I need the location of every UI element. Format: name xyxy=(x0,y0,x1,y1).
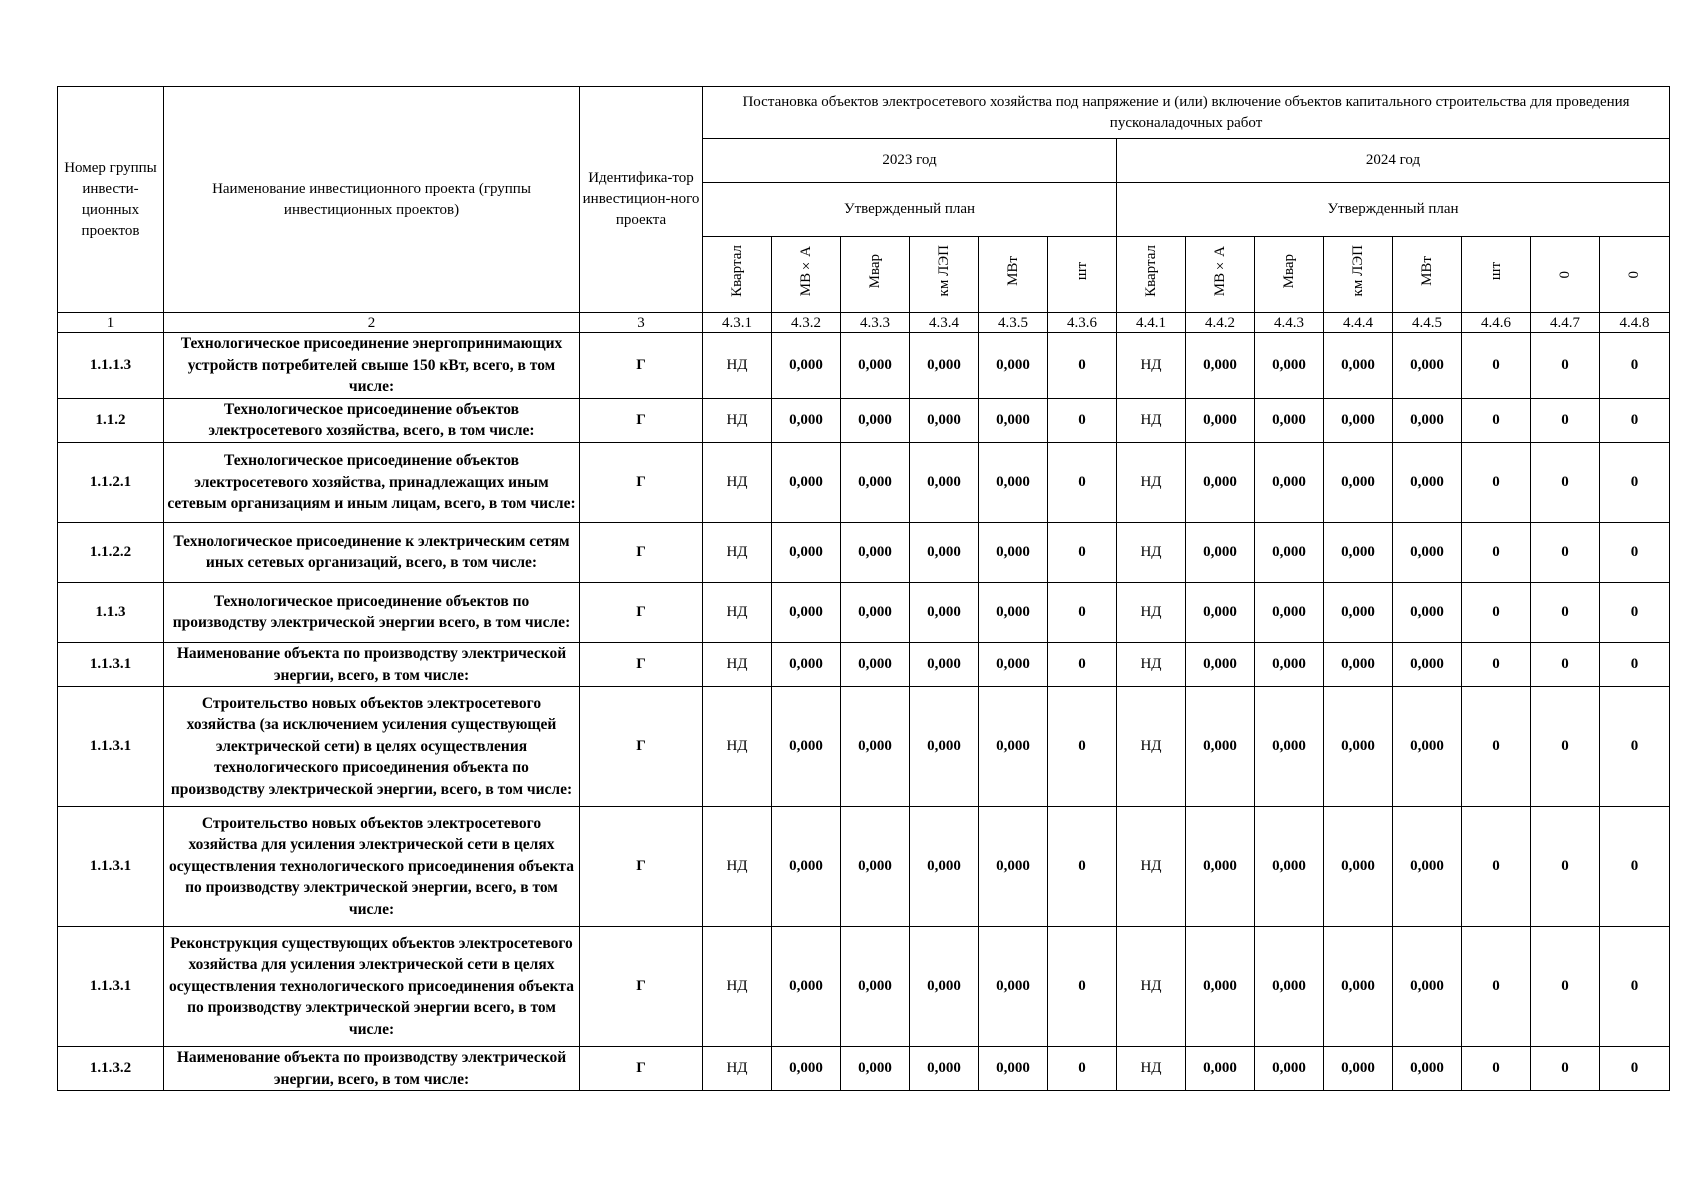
value-cell: 0,000 xyxy=(772,582,841,642)
value-cell: 0,000 xyxy=(841,333,910,399)
value-cell: 0,000 xyxy=(772,522,841,582)
header-project-name: Наименование инвестиционного проекта (группы инвестиционных проектов) xyxy=(164,87,580,313)
column-number: 4.3.6 xyxy=(1048,313,1117,333)
project-name-cell: Технологическое присоединение к электрическим сетям иных сетевых организаций, всего, в том числе: xyxy=(164,522,580,582)
value-cell: 0 xyxy=(1462,1047,1531,1091)
value-cell: 0,000 xyxy=(1393,927,1462,1047)
table-row xyxy=(58,687,1670,807)
project-name-cell: Наименование объекта по производству электрической энергии, всего, в том числе: xyxy=(164,642,580,686)
unit-header xyxy=(1048,237,1117,313)
value-cell: 0,000 xyxy=(1186,927,1255,1047)
value-cell: 0,000 xyxy=(1393,522,1462,582)
value-cell: НД xyxy=(703,687,772,807)
table-row xyxy=(58,1047,1670,1091)
value-cell: НД xyxy=(703,927,772,1047)
value-cell: 0,000 xyxy=(1324,398,1393,442)
value-cell: 0,000 xyxy=(1255,687,1324,807)
value-cell: 0,000 xyxy=(841,522,910,582)
group-number-cell: 1.1.3.1 xyxy=(58,927,164,1047)
value-cell: НД xyxy=(1117,398,1186,442)
value-cell: 0,000 xyxy=(1255,398,1324,442)
value-cell: 0,000 xyxy=(1255,642,1324,686)
unit-header xyxy=(979,237,1048,313)
value-cell: 0 xyxy=(1600,687,1670,807)
value-cell: НД xyxy=(703,522,772,582)
unit-header-label: Мвар xyxy=(866,253,883,289)
value-cell: 0 xyxy=(1600,333,1670,399)
value-cell: НД xyxy=(703,807,772,927)
value-cell: 0 xyxy=(1048,333,1117,399)
unit-header-label: Квартал xyxy=(1142,245,1159,297)
table-row xyxy=(58,807,1670,927)
value-cell: НД xyxy=(703,582,772,642)
value-cell: 0,000 xyxy=(910,642,979,686)
column-number: 4.4.6 xyxy=(1462,313,1531,333)
value-cell: 0 xyxy=(1462,442,1531,522)
unit-header xyxy=(1531,237,1600,313)
unit-header-label: 0 xyxy=(1556,270,1573,278)
identifier-cell: Г xyxy=(580,1047,703,1091)
value-cell: 0,000 xyxy=(1255,582,1324,642)
value-cell: 0,000 xyxy=(841,442,910,522)
value-cell: 0,000 xyxy=(841,1047,910,1091)
value-cell: 0,000 xyxy=(910,582,979,642)
column-number: 4.3.1 xyxy=(703,313,772,333)
column-number: 4.3.4 xyxy=(910,313,979,333)
value-cell: 0,000 xyxy=(1255,522,1324,582)
value-cell: 0,000 xyxy=(772,442,841,522)
column-number: 4.3.5 xyxy=(979,313,1048,333)
identifier-cell: Г xyxy=(580,642,703,686)
value-cell: 0,000 xyxy=(841,582,910,642)
value-cell: 0,000 xyxy=(841,642,910,686)
value-cell: 0,000 xyxy=(1186,1047,1255,1091)
value-cell: 0,000 xyxy=(1255,927,1324,1047)
project-name-cell: Реконструкция существующих объектов электросетевого хозяйства для усиления электрической сети в целях осуществления технологического присоединения объекта по производству электрической энергии всего, в том числе: xyxy=(164,927,580,1047)
value-cell: НД xyxy=(1117,807,1186,927)
value-cell: 0 xyxy=(1600,807,1670,927)
value-cell: НД xyxy=(1117,582,1186,642)
column-number: 4.4.1 xyxy=(1117,313,1186,333)
value-cell: 0,000 xyxy=(910,398,979,442)
header-group-number: Номер группы инвести-ционных проектов xyxy=(58,87,164,313)
value-cell: 0,000 xyxy=(841,398,910,442)
value-cell: 0 xyxy=(1048,398,1117,442)
column-number: 2 xyxy=(164,313,580,333)
group-number-cell: 1.1.2.2 xyxy=(58,522,164,582)
column-number: 3 xyxy=(580,313,703,333)
value-cell: 0 xyxy=(1600,1047,1670,1091)
value-cell: 0,000 xyxy=(1324,442,1393,522)
column-number: 4.4.3 xyxy=(1255,313,1324,333)
identifier-cell: Г xyxy=(580,927,703,1047)
unit-header-label: МВ×А xyxy=(1211,245,1228,297)
value-cell: 0,000 xyxy=(910,807,979,927)
unit-header-label: МВт xyxy=(1418,256,1435,286)
value-cell: 0,000 xyxy=(841,927,910,1047)
header-year-2023: 2023 год xyxy=(703,139,1117,183)
project-name-cell: Технологическое присоединение объектов по производству электрической энергии всего, в том числе: xyxy=(164,582,580,642)
column-number: 4.3.2 xyxy=(772,313,841,333)
value-cell: 0 xyxy=(1048,927,1117,1047)
value-cell: 0,000 xyxy=(1186,807,1255,927)
value-cell: 0 xyxy=(1531,442,1600,522)
value-cell: 0 xyxy=(1462,582,1531,642)
value-cell: 0 xyxy=(1531,522,1600,582)
value-cell: 0,000 xyxy=(979,807,1048,927)
project-name-cell: Технологическое присоединение объектов электросетевого хозяйства, всего, в том числе: xyxy=(164,398,580,442)
unit-header xyxy=(703,237,772,313)
value-cell: 0 xyxy=(1048,442,1117,522)
value-cell: 0 xyxy=(1462,522,1531,582)
value-cell: 0,000 xyxy=(1393,582,1462,642)
value-cell: 0,000 xyxy=(1393,398,1462,442)
value-cell: 0 xyxy=(1462,398,1531,442)
value-cell: 0,000 xyxy=(772,333,841,399)
header-year-2024: 2024 год xyxy=(1117,139,1670,183)
value-cell: 0,000 xyxy=(979,442,1048,522)
value-cell: 0,000 xyxy=(1324,687,1393,807)
value-cell: 0,000 xyxy=(1324,582,1393,642)
project-name-cell: Технологическое присоединение энергопринимающих устройств потребителей свыше 150 кВт, всего, в том числе: xyxy=(164,333,580,399)
value-cell: 0,000 xyxy=(772,1047,841,1091)
value-cell: 0 xyxy=(1600,398,1670,442)
value-cell: 0,000 xyxy=(1255,442,1324,522)
value-cell: 0,000 xyxy=(1186,398,1255,442)
value-cell: НД xyxy=(1117,687,1186,807)
unit-header xyxy=(1117,237,1186,313)
value-cell: 0,000 xyxy=(979,398,1048,442)
value-cell: 0 xyxy=(1531,1047,1600,1091)
value-cell: 0,000 xyxy=(1186,642,1255,686)
header-plan-2024: Утвержденный план xyxy=(1117,183,1670,237)
value-cell: 0 xyxy=(1048,807,1117,927)
value-cell: 0,000 xyxy=(841,807,910,927)
identifier-cell: Г xyxy=(580,687,703,807)
value-cell: 0 xyxy=(1462,687,1531,807)
identifier-cell: Г xyxy=(580,398,703,442)
value-cell: 0,000 xyxy=(910,442,979,522)
value-cell: 0 xyxy=(1531,642,1600,686)
group-number-cell: 1.1.2 xyxy=(58,398,164,442)
value-cell: 0,000 xyxy=(979,522,1048,582)
value-cell: НД xyxy=(1117,642,1186,686)
column-number: 4.4.8 xyxy=(1600,313,1670,333)
value-cell: 0,000 xyxy=(1393,333,1462,399)
value-cell: 0 xyxy=(1531,398,1600,442)
value-cell: 0 xyxy=(1600,442,1670,522)
unit-header xyxy=(1186,237,1255,313)
unit-header-label: 0 xyxy=(1626,270,1643,278)
value-cell: 0,000 xyxy=(979,333,1048,399)
value-cell: 0,000 xyxy=(841,687,910,807)
value-cell: 0 xyxy=(1531,333,1600,399)
value-cell: 0,000 xyxy=(910,333,979,399)
value-cell: 0 xyxy=(1048,582,1117,642)
project-name-cell: Технологическое присоединение объектов электросетевого хозяйства, принадлежащих иным сетевым организациям и иным лицам, всего, в том числе: xyxy=(164,442,580,522)
value-cell: 0,000 xyxy=(1393,1047,1462,1091)
value-cell: 0 xyxy=(1462,927,1531,1047)
value-cell: НД xyxy=(703,442,772,522)
value-cell: 0,000 xyxy=(1393,807,1462,927)
value-cell: 0,000 xyxy=(1324,927,1393,1047)
unit-header xyxy=(772,237,841,313)
group-number-cell: 1.1.3.1 xyxy=(58,687,164,807)
value-cell: 0 xyxy=(1462,642,1531,686)
unit-header-label: Мвар xyxy=(1280,253,1297,289)
unit-header xyxy=(910,237,979,313)
value-cell: НД xyxy=(1117,442,1186,522)
value-cell: 0 xyxy=(1531,927,1600,1047)
value-cell: НД xyxy=(703,642,772,686)
investment-table xyxy=(57,86,1670,1091)
group-number-cell: 1.1.3 xyxy=(58,582,164,642)
value-cell: 0,000 xyxy=(1324,333,1393,399)
group-number-cell: 1.1.3.1 xyxy=(58,642,164,686)
value-cell: 0,000 xyxy=(1255,333,1324,399)
unit-header-label: Квартал xyxy=(728,245,745,297)
value-cell: 0,000 xyxy=(1324,522,1393,582)
value-cell: 0,000 xyxy=(772,687,841,807)
value-cell: 0,000 xyxy=(1186,687,1255,807)
value-cell: НД xyxy=(1117,333,1186,399)
value-cell: 0,000 xyxy=(1393,442,1462,522)
value-cell: 0,000 xyxy=(1393,687,1462,807)
table-row xyxy=(58,398,1670,442)
value-cell: 0,000 xyxy=(979,927,1048,1047)
column-number: 4.4.7 xyxy=(1531,313,1600,333)
value-cell: 0 xyxy=(1462,807,1531,927)
value-cell: 0,000 xyxy=(772,642,841,686)
identifier-cell: Г xyxy=(580,807,703,927)
value-cell: 0,000 xyxy=(910,1047,979,1091)
value-cell: 0 xyxy=(1048,687,1117,807)
value-cell: 0,000 xyxy=(979,1047,1048,1091)
value-cell: 0,000 xyxy=(772,398,841,442)
group-number-cell: 1.1.3.2 xyxy=(58,1047,164,1091)
value-cell: 0 xyxy=(1600,522,1670,582)
project-name-cell: Строительство новых объектов электросетевого хозяйства (за исключением усиления существующей электрической сети) в целях осуществления технологического присоединения объекта по производству электрической энергии, всего, в том числе: xyxy=(164,687,580,807)
identifier-cell: Г xyxy=(580,442,703,522)
table-row xyxy=(58,582,1670,642)
table-row xyxy=(58,442,1670,522)
group-number-cell: 1.1.1.3 xyxy=(58,333,164,399)
header-main-title: Постановка объектов электросетевого хозяйства под напряжение и (или) включение объектов капитального строительства для проведения пусконаладочных работ xyxy=(703,87,1670,139)
value-cell: 0,000 xyxy=(1186,522,1255,582)
value-cell: 0 xyxy=(1531,582,1600,642)
table-row xyxy=(58,522,1670,582)
value-cell: 0,000 xyxy=(910,522,979,582)
value-cell: 0,000 xyxy=(1324,1047,1393,1091)
value-cell: 0,000 xyxy=(772,927,841,1047)
unit-header-label: МВ×А xyxy=(797,245,814,297)
value-cell: НД xyxy=(703,333,772,399)
value-cell: 0 xyxy=(1600,642,1670,686)
identifier-cell: Г xyxy=(580,333,703,399)
table-row xyxy=(58,927,1670,1047)
unit-header-label: шт xyxy=(1073,261,1090,281)
table-row xyxy=(58,333,1670,399)
value-cell: 0,000 xyxy=(1255,1047,1324,1091)
value-cell: 0,000 xyxy=(910,927,979,1047)
value-cell: 0,000 xyxy=(1324,807,1393,927)
group-number-cell: 1.1.3.1 xyxy=(58,807,164,927)
identifier-cell: Г xyxy=(580,522,703,582)
value-cell: 0,000 xyxy=(1255,807,1324,927)
value-cell: НД xyxy=(703,1047,772,1091)
value-cell: НД xyxy=(1117,1047,1186,1091)
value-cell: 0 xyxy=(1048,1047,1117,1091)
value-cell: 0 xyxy=(1531,807,1600,927)
column-number: 4.4.5 xyxy=(1393,313,1462,333)
value-cell: НД xyxy=(1117,522,1186,582)
unit-header xyxy=(1255,237,1324,313)
unit-header-label: км ЛЭП xyxy=(935,245,952,297)
value-cell: 0,000 xyxy=(979,642,1048,686)
value-cell: НД xyxy=(703,398,772,442)
value-cell: 0,000 xyxy=(1186,442,1255,522)
unit-header xyxy=(1393,237,1462,313)
project-name-cell: Строительство новых объектов электросетевого хозяйства для усиления электрической сети в целях осуществления технологического присоединения объекта по производству электрической энергии, всего, в том числе: xyxy=(164,807,580,927)
value-cell: НД xyxy=(1117,927,1186,1047)
unit-header xyxy=(1324,237,1393,313)
unit-header-label: км ЛЭП xyxy=(1349,245,1366,297)
value-cell: 0 xyxy=(1048,522,1117,582)
value-cell: 0,000 xyxy=(979,582,1048,642)
value-cell: 0,000 xyxy=(1186,582,1255,642)
value-cell: 0,000 xyxy=(910,687,979,807)
value-cell: 0,000 xyxy=(979,687,1048,807)
table-row xyxy=(58,642,1670,686)
project-name-cell: Наименование объекта по производству электрической энергии, всего, в том числе: xyxy=(164,1047,580,1091)
value-cell: 0,000 xyxy=(1186,333,1255,399)
unit-header xyxy=(841,237,910,313)
unit-header xyxy=(1462,237,1531,313)
value-cell: 0 xyxy=(1048,642,1117,686)
column-number: 4.4.2 xyxy=(1186,313,1255,333)
unit-header-label: шт xyxy=(1487,261,1504,281)
unit-header xyxy=(1600,237,1670,313)
value-cell: 0 xyxy=(1600,582,1670,642)
identifier-cell: Г xyxy=(580,582,703,642)
column-number: 4.4.4 xyxy=(1324,313,1393,333)
column-number: 4.3.3 xyxy=(841,313,910,333)
header-plan-2023: Утвержденный план xyxy=(703,183,1117,237)
value-cell: 0 xyxy=(1600,927,1670,1047)
value-cell: 0 xyxy=(1531,687,1600,807)
unit-header-label: МВт xyxy=(1004,256,1021,286)
value-cell: 0 xyxy=(1462,333,1531,399)
value-cell: 0,000 xyxy=(1324,642,1393,686)
header-identifier: Идентифика-тор инвестицион-ного проекта xyxy=(580,87,703,313)
group-number-cell: 1.1.2.1 xyxy=(58,442,164,522)
column-number: 1 xyxy=(58,313,164,333)
value-cell: 0,000 xyxy=(1393,642,1462,686)
value-cell: 0,000 xyxy=(772,807,841,927)
